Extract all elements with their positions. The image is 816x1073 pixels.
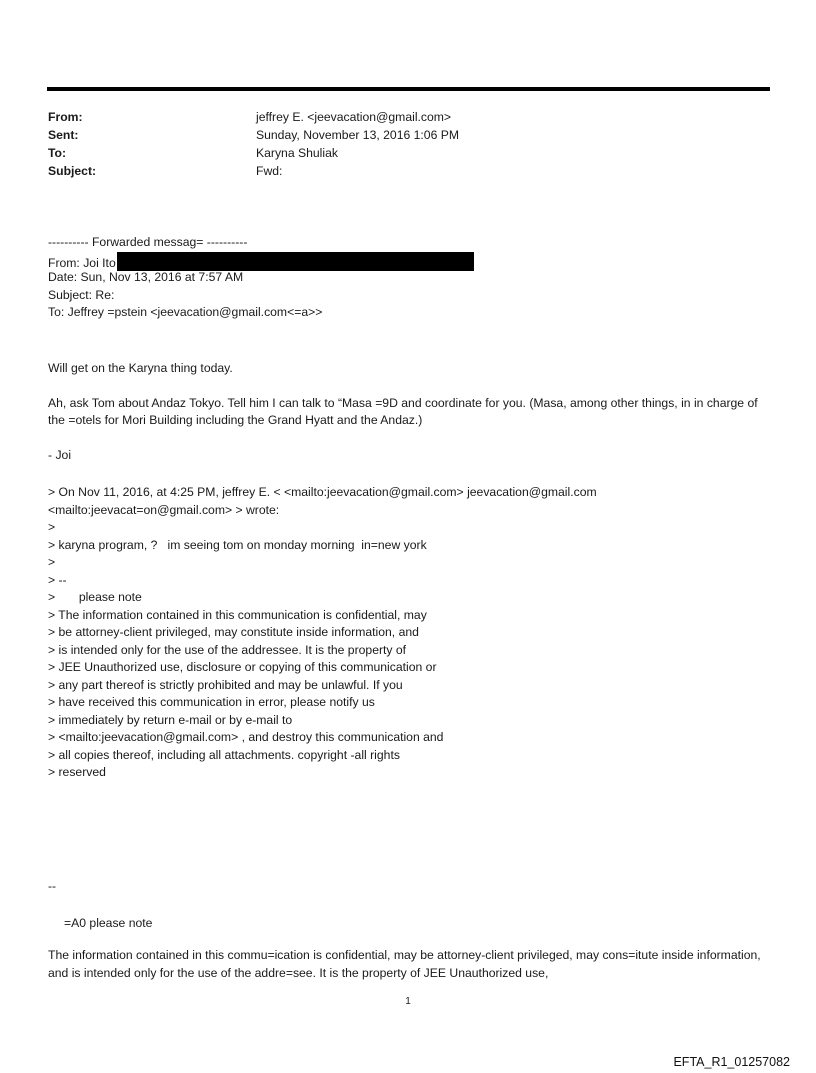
forwarded-from-text: From: Joi Ito [48,255,116,270]
subject-label: Subject: [48,164,97,178]
from-label: From: [48,110,83,124]
subject-value: Fwd: [256,164,283,178]
quoted-line: > [48,555,56,569]
document-id: EFTA_R1_01257082 [673,1055,790,1069]
quoted-line: > [48,520,56,534]
quoted-line: > be attorney-client privileged, may constitute inside information, and [48,625,419,639]
to-label: To: [48,146,67,160]
sent-value: Sunday, November 13, 2016 1:06 PM [256,128,460,142]
quoted-line: > have received this communication in error, please notify us [48,695,375,709]
body-signoff: - Joi [48,447,72,462]
quoted-line: > JEE Unauthorized use, disclosure or copying of this communication or [48,660,437,674]
forwarded-header [48,234,768,322]
signature-dashes: -- [48,879,57,893]
body-paragraph-1: Will get on the Karyna thing today. [48,361,233,375]
forwarded-date: Date: Sun, Nov 13, 2016 at 7:57 AM [48,270,244,284]
body-paragraph-2: Ah, ask Tom about Andaz Tokyo. Tell him I can talk to “Masa =9D and coordinate for you. (Masa, among other things, in in charge of the =otels for Mori Building including the Grand Hyatt and the Andaz.) [48,395,758,427]
quoted-line: > -- [48,572,67,587]
from-value: jeffrey E. <jeevacation@gmail.com> [256,110,452,124]
forwarded-banner: ---------- Forwarded messag= ---------- [48,235,248,249]
confidentiality-notice: The information contained in this commu=ication is confidential, may be attorney-client privileged, may cons=itute inside information, and is intended only for the use of the addre=see. It is the property of JEE Unauthorized use, [48,948,761,980]
quoted-line: > The information contained in this communication is confidential, may [48,607,427,622]
forwarded-to: To: Jeffrey =pstein <jeevacation@gmail.com<=a>> [48,305,323,319]
quoted-line: > On Nov 11, 2016, at 4:25 PM, jeffrey E. < <mailto:jeevacation@gmail.com> jeevacation@gmail.com [48,485,597,499]
sent-label: Sent: [48,128,79,142]
quoted-line: <mailto:jeevacat=on@gmail.com> > wrote: [48,502,280,517]
quoted-line: > is intended only for the use of the addressee. It is the property of [48,642,407,657]
from-row [48,108,768,126]
message-body [48,360,768,481]
email-header [48,108,768,180]
sent-row [48,126,768,144]
quoted-line: > karyna program, ? im seeing tom on monday morning in=new york [48,537,427,552]
quoted-line: > immediately by return e-mail or by e-mail to [48,712,293,727]
redaction-block [117,252,474,271]
forwarded-subject: Subject: Re: [48,287,115,302]
header-rule [47,87,770,91]
signature-block [48,878,768,982]
subject-row [48,162,768,180]
quoted-line: > any part thereof is strictly prohibited and may be unlawful. If you [48,677,403,692]
forwarded-from [48,252,768,270]
page-number: 1 [405,996,411,1007]
to-row [48,144,768,162]
quoted-line: > all copies thereof, including all attachments. copyright -all rights [48,747,400,762]
quoted-message [48,484,768,782]
quoted-line: > reserved [48,765,106,779]
signature-note: =A0 please note [64,915,153,930]
quoted-line: > please note [48,590,142,604]
quoted-line: > <mailto:jeevacation@gmail.com> , and destroy this communication and [48,730,444,744]
to-value: Karyna Shuliak [256,146,338,160]
